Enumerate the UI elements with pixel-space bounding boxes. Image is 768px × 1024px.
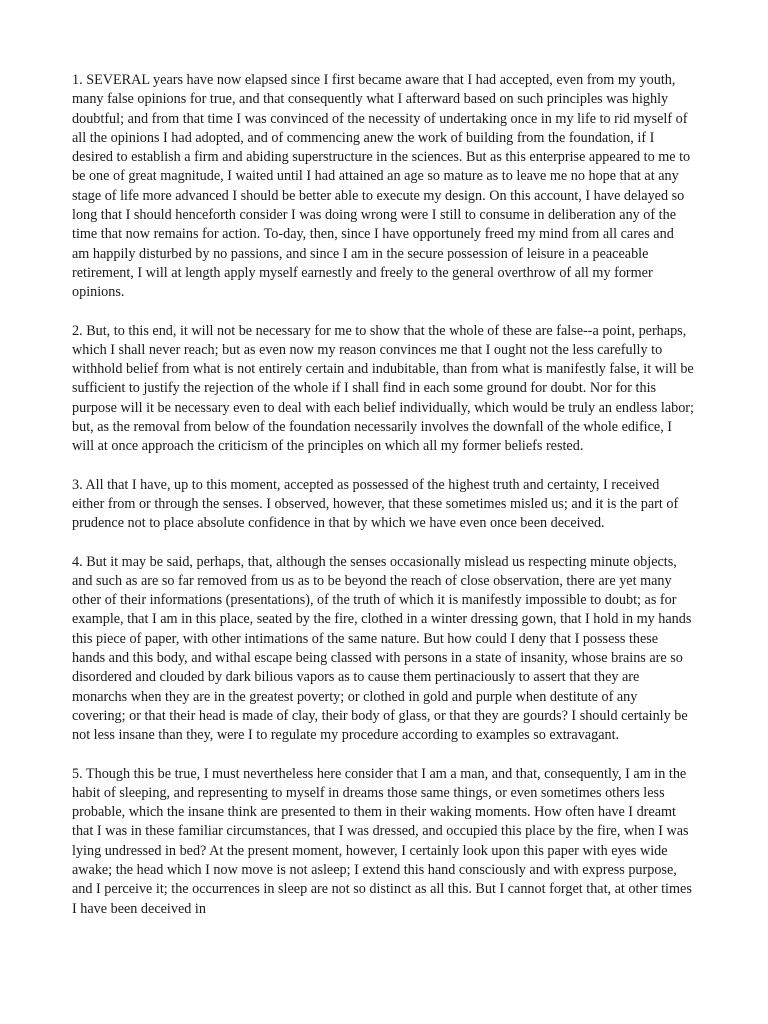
paragraph-5: 5. Though this be true, I must nevertheless here consider that I am a man, and that, consequently, I am in the habit of sleeping, and representing to myself in dreams those same things, or even sometimes others less probable, which the insane think are presented to them in their waking moments. How often have I dreamt that I was in these familiar circumstances, that I was dressed, and occupied this place by the fire, when I was lying undressed in bed? At the present moment, however, I certainly look upon this paper with eyes wide awake; the head which I now move is not asleep; I extend this hand consciously and with express purpose, and I perceive it; the occurrences in sleep are not so distinct as all this. But I cannot forget that, at other times I have been deceived in [72,765,692,917]
paragraph-1: 1. SEVERAL years have now elapsed since I first became aware that I had accepted, even from my youth, many false opinions for true, and that consequently what I afterward based on such principles was highly doubtful; and from that time I was convinced of the necessity of undertaking once in my life to rid myself of all the opinions I had adopted, and of commencing anew the work of building from the foundation, if I desired to establish a firm and abiding superstructure in the sciences. But as this enterprise appeared to me to be one of great magnitude, I waited until I had attained an age so mature as to leave me no hope that at any stage of life more advanced I should be better able to execute my design. On this account, I have delayed so long that I should henceforth consider I was doing wrong were I still to consume in deliberation any of the time that now remains for action. To-day, then, since I have opportunely freed my mind from all cares and am happily disturbed by no passions, and since I am in the secure possession of leisure in a peaceable retirement, I will at length apply myself earnestly and freely to the general overthrow of all my former opinions. [72,72,691,301]
paragraph-2: 2. But, to this end, it will not be necessary for me to show that the whole of these are false--a point, perhaps, which I shall never reach; but as even now my reason convinces me that I ought not the less carefully to withhold belief from what is not entirely certain and indubitable, than from what is manifestly false, it will be sufficient to justify the rejection of the whole if I shall find in each some ground for doubt. Nor for this purpose will it be necessary even to deal with each belief individually, which would be truly an endless labor; but, as the removal from below of the foundation necessarily involves the downfall of the whole edifice, I will at once approach the criticism of the principles on which all my former beliefs rested. [72,322,694,455]
document-body [72,71,694,938]
paragraph-4: 4. But it may be said, perhaps, that, although the senses occasionally mislead us respecting minute objects, and such as are so far removed from us as to be beyond the reach of close observation, there are yet many other of their informations (presentations), of the truth of which it is manifestly impossible to doubt; as for example, that I am in this place, seated by the fire, clothed in a winter dressing gown, that I hold in my hands this piece of paper, with other intimations of the same nature. But how could I deny that I possess these hands and this body, and withal escape being classed with persons in a state of insanity, whose brains are so disordered and clouded by dark bilious vapors as to cause them pertinaciously to assert that they are monarchs when they are in the greatest poverty; or clothed in gold and purple when destitute of any covering; or that their head is made of clay, their body of glass, or that they are gourds? I should certainly be not less insane than they, were I to regulate my procedure according to examples so extravagant. [72,553,692,744]
paragraph-3: 3. All that I have, up to this moment, accepted as possessed of the highest truth and certainty, I received either from or through the senses. I observed, however, that these sometimes misled us; and it is the part of prudence not to place absolute confidence in that by which we have even once been deceived. [72,476,679,532]
